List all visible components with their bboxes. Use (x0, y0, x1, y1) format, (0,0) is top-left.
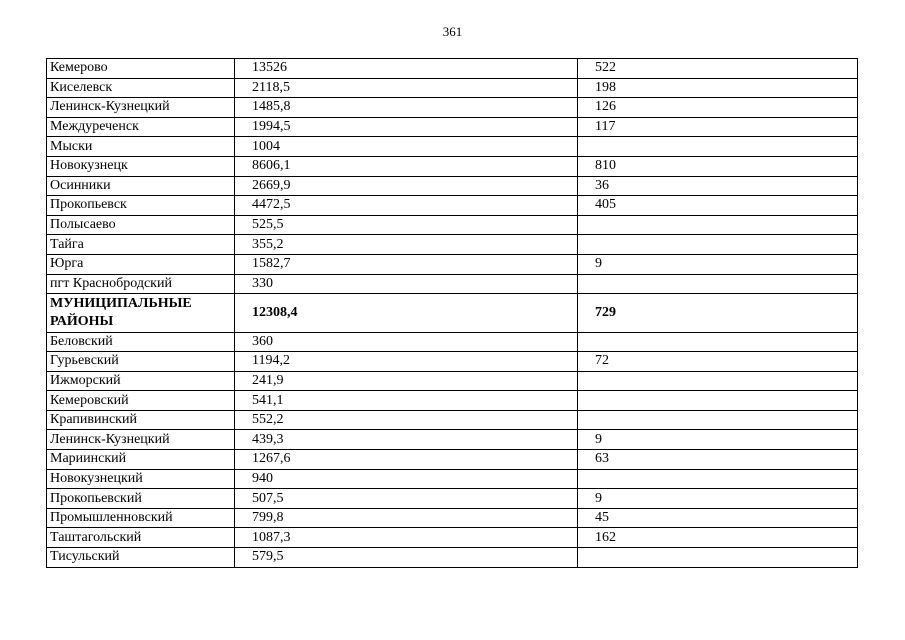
row-extra-cell: 405 (578, 196, 858, 216)
row-value-cell: 1994,5 (235, 117, 578, 137)
row-extra-cell: 63 (578, 450, 858, 470)
table-row (47, 469, 858, 489)
table-row (47, 450, 858, 470)
table-row (47, 215, 858, 235)
row-name-cell: пгт Краснобродский (47, 274, 235, 294)
row-extra-cell: 117 (578, 117, 858, 137)
row-extra-cell (578, 469, 858, 489)
table-row (47, 508, 858, 528)
table-row (47, 528, 858, 548)
table-row (47, 430, 858, 450)
row-name-cell: Новокузнецк (47, 156, 235, 176)
row-name-cell: Гурьевский (47, 352, 235, 372)
row-value-cell: 525,5 (235, 215, 578, 235)
row-name-cell: Междуреченск (47, 117, 235, 137)
row-name-cell: Промышленновский (47, 508, 235, 528)
row-extra-cell (578, 274, 858, 294)
table-row (47, 137, 858, 157)
row-value-cell: 541,1 (235, 391, 578, 411)
row-value-cell: 579,5 (235, 548, 578, 568)
row-extra-cell: 72 (578, 352, 858, 372)
row-extra-cell (578, 215, 858, 235)
row-extra-cell (578, 137, 858, 157)
row-extra-cell (578, 332, 858, 352)
page-number: 361 (442, 24, 463, 39)
row-value-cell: 1004 (235, 137, 578, 157)
row-value-cell: 330 (235, 274, 578, 294)
row-name-cell: Осинники (47, 176, 235, 196)
row-name-cell: Полысаево (47, 215, 235, 235)
row-extra-cell (578, 235, 858, 255)
row-name-cell: Мариинский (47, 450, 235, 470)
row-extra-cell: 522 (578, 59, 858, 79)
table-row (47, 98, 858, 118)
table-row (47, 391, 858, 411)
row-value-cell: 940 (235, 469, 578, 489)
table-row (47, 196, 858, 216)
row-extra-cell (578, 410, 858, 430)
row-value-cell: 4472,5 (235, 196, 578, 216)
row-name-cell: Ленинск-Кузнецкий (47, 98, 235, 118)
row-extra-cell: 9 (578, 430, 858, 450)
row-name-cell: Ижморский (47, 371, 235, 391)
table-body (47, 59, 858, 568)
row-name-cell: Тисульский (47, 548, 235, 568)
row-value-cell: 2669,9 (235, 176, 578, 196)
row-value-cell: 8606,1 (235, 156, 578, 176)
row-name-cell: Мыски (47, 137, 235, 157)
row-name-cell: Прокопьевск (47, 196, 235, 216)
row-value-cell: 799,8 (235, 508, 578, 528)
table-row (47, 548, 858, 568)
row-name-cell: Кемерово (47, 59, 235, 79)
row-name-cell: Беловский (47, 332, 235, 352)
table-row (47, 410, 858, 430)
table-row (47, 117, 858, 137)
table-row (47, 235, 858, 255)
table-row (47, 489, 858, 509)
row-value-cell: 13526 (235, 59, 578, 79)
row-name-cell: Новокузнецкий (47, 469, 235, 489)
row-name-cell: Таштагольский (47, 528, 235, 548)
row-extra-cell: 36 (578, 176, 858, 196)
row-name-cell: Прокопьевский (47, 489, 235, 509)
row-value-cell: 552,2 (235, 410, 578, 430)
row-extra-cell (578, 371, 858, 391)
row-value-cell: 1194,2 (235, 352, 578, 372)
row-name-cell: Крапивинский (47, 410, 235, 430)
row-value-cell: 360 (235, 332, 578, 352)
row-value-cell: 355,2 (235, 235, 578, 255)
row-extra-cell: 126 (578, 98, 858, 118)
table-row (47, 332, 858, 352)
row-name-cell: Ленинск-Кузнецкий (47, 430, 235, 450)
row-name-cell: Киселевск (47, 78, 235, 98)
row-value-cell: 2118,5 (235, 78, 578, 98)
table-row (47, 59, 858, 79)
row-value-cell: 241,9 (235, 371, 578, 391)
row-name-cell: Юрга (47, 254, 235, 274)
table-row (47, 274, 858, 294)
row-value-cell: 1485,8 (235, 98, 578, 118)
row-value-cell: 507,5 (235, 489, 578, 509)
table-row (47, 156, 858, 176)
row-extra-cell: 729 (578, 294, 858, 332)
row-value-cell: 439,3 (235, 430, 578, 450)
row-value-cell: 1087,3 (235, 528, 578, 548)
table-row (47, 254, 858, 274)
row-extra-cell (578, 391, 858, 411)
row-extra-cell (578, 548, 858, 568)
table-row-subtotal (47, 294, 858, 332)
row-name-cell: Кемеровский (47, 391, 235, 411)
row-extra-cell: 45 (578, 508, 858, 528)
row-name-cell: МУНИЦИПАЛЬНЫЕ РАЙОНЫ (47, 294, 235, 332)
row-extra-cell: 9 (578, 489, 858, 509)
row-name-cell: Тайга (47, 235, 235, 255)
row-extra-cell: 162 (578, 528, 858, 548)
row-extra-cell: 810 (578, 156, 858, 176)
data-table (46, 58, 858, 568)
table-row (47, 371, 858, 391)
row-value-cell: 12308,4 (235, 294, 578, 332)
row-extra-cell: 9 (578, 254, 858, 274)
table-row (47, 352, 858, 372)
table-row (47, 78, 858, 98)
table-row (47, 176, 858, 196)
row-value-cell: 1582,7 (235, 254, 578, 274)
row-extra-cell: 198 (578, 78, 858, 98)
row-value-cell: 1267,6 (235, 450, 578, 470)
